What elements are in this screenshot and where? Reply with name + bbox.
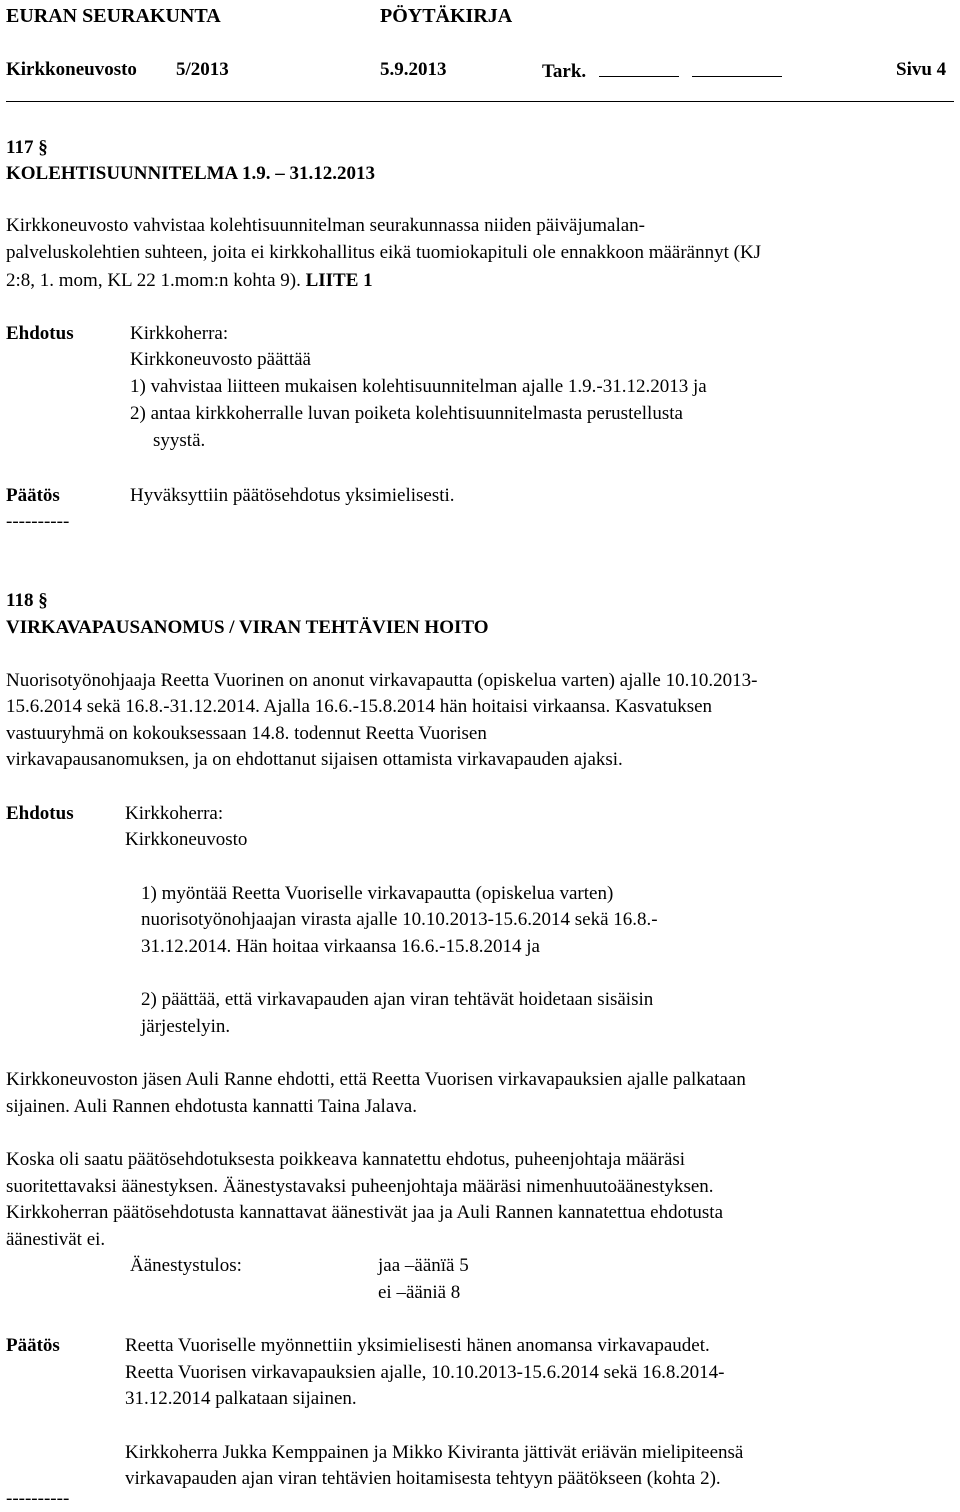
org-name: EURAN SEURAKUNTA: [6, 5, 221, 27]
decision-label: Päätös: [6, 1335, 60, 1356]
proposal-label: Ehdotus: [6, 323, 74, 344]
section-118-body-line: virkavapausanomuksen, ja on ehdottanut sijaisen ottamista virkavapauden ajaksi.: [6, 749, 623, 770]
proposal-line: Kirkkoneuvosto päättää: [130, 349, 311, 370]
proposal-item-cont: syystä.: [153, 430, 206, 451]
section-symbol-icon: §: [38, 590, 48, 611]
decision-label: Päätös: [6, 485, 60, 506]
vote-no: ei –ääniä 8: [378, 1282, 461, 1303]
section-117-title: KOLEHTISUUNNITELMA 1.9. – 31.12.2013: [6, 163, 375, 184]
proposal-line: Kirkkoneuvosto: [125, 829, 248, 850]
decision-line: Reetta Vuorisen virkavapauksien ajalle, 10.10.2013-15.6.2014 sekä 16.8.2014-: [125, 1362, 725, 1383]
section-117-body-line: palveluskolehtien suhteen, joita ei kirkkohallitus eikä tuomiokapituli ole ennakkoon määrännyt (KJ: [6, 242, 762, 263]
proposal-label: Ehdotus: [6, 803, 74, 824]
section-symbol-icon: §: [38, 137, 48, 158]
paragraph-line: äänestivät ei.: [6, 1229, 106, 1250]
section-118-body-line: 15.6.2014 sekä 16.8.-31.12.2014. Ajalla 16.6.-15.8.2014 hän hoitaisi virkaansa. Kasvatuksen: [6, 696, 713, 717]
dissent-line: virkavapauden ajan viran tehtävien hoitamisesta tehtyyn päätökseen (kohta 2).: [125, 1468, 721, 1489]
paragraph-line: Kirkkoherran päätösehdotusta kannattavat äänestivät jaa ja Auli Rannen kannatettua ehdotusta: [6, 1202, 723, 1223]
proposal-item: 2) antaa kirkkoherralle luvan poiketa kolehtisuunnitelmasta perustellusta: [130, 403, 683, 424]
header-divider: [6, 101, 954, 102]
decision-line: 31.12.2014 palkataan sijainen.: [125, 1388, 357, 1409]
proposal-item: järjestelyin.: [141, 1016, 231, 1037]
section-117-number: 117 §: [6, 137, 48, 158]
section-117-body-line: Kirkkoneuvosto vahvistaa kolehtisuunnitelman seurakunnassa niiden päiväjumalan-: [6, 215, 645, 236]
vote-result-label: Äänestystulos:: [130, 1255, 242, 1276]
section-118-body-line: vastuuryhmä on kokouksessaan 14.8. todennut Reetta Vuorisen: [6, 723, 487, 744]
proposal-item: 1) vahvistaa liitteen mukaisen kolehtisuunnitelman ajalle 1.9.-31.12.2013 ja: [130, 376, 707, 397]
proposal-item: nuorisotyönohjaajan virasta ajalle 10.10.2013-15.6.2014 sekä 16.8.-: [141, 909, 658, 930]
section-separator: ----------: [6, 511, 70, 532]
proposal-item: 2) päättää, että virkavapauden ajan viran tehtävät hoidetaan sisäisin: [141, 989, 654, 1010]
dissent-line: Kirkkoherra Jukka Kemppainen ja Mikko Kiviranta jättivät eriävän mielipiteensä: [125, 1442, 744, 1463]
page-number: Sivu 4: [896, 59, 947, 80]
meeting-number: 5/2013: [176, 59, 229, 80]
checker-blank-2: [692, 58, 782, 77]
meeting-date: 5.9.2013: [380, 59, 447, 80]
vote-yes: jaa –äänïä 5: [378, 1255, 469, 1276]
decision-line: Reetta Vuoriselle myönnettiin yksimielisesti hänen anomansa virkavapaudet.: [125, 1335, 710, 1356]
paragraph-line: Kirkkoneuvoston jäsen Auli Ranne ehdotti, että Reetta Vuorisen virkavapauksien ajalle palkataan: [6, 1069, 746, 1090]
section-118-body-line: Nuorisotyönohjaaja Reetta Vuorinen on anonut virkavapautta (opiskelua varten) ajalle 10.10.2013-: [6, 670, 758, 691]
meeting-name: Kirkkoneuvosto: [6, 59, 137, 80]
checker-blank-1: [599, 58, 679, 77]
proposal-item: 1) myöntää Reetta Vuoriselle virkavapautta (opiskelua varten): [141, 883, 614, 904]
section-117-body-line: 2:8, 1. mom, KL 22 1.mom:n kohta 9). LIITE 1: [6, 270, 373, 291]
checked-by-label: Tark.: [542, 58, 782, 84]
proposal-line: Kirkkoherra:: [130, 323, 229, 344]
paragraph-line: Koska oli saatu päätösehdotuksesta poikkeava kannatettu ehdotus, puheenjohtaja määräsi: [6, 1149, 686, 1170]
paragraph-line: suoritettavaksi äänestyksen. Äänestystavaksi puheenjohtaja määräsi nimenhuutoäänestyksen.: [6, 1176, 714, 1197]
paragraph-line: sijainen. Auli Rannen ehdotusta kannatti Taina Jalava.: [6, 1096, 417, 1117]
decision-text: Hyväksyttiin päätösehdotus yksimielisesti.: [130, 485, 455, 506]
proposal-item: 31.12.2014. Hän hoitaa virkaansa 16.6.-15.8.2014 ja: [141, 936, 540, 957]
doc-type: PÖYTÄKIRJA: [380, 5, 513, 27]
section-118-number: 118 §: [6, 590, 48, 611]
attachment-ref: LIITE 1: [305, 270, 373, 291]
proposal-line: Kirkkoherra:: [125, 803, 224, 824]
section-118-title: VIRKAVAPAUSANOMUS / VIRAN TEHTÄVIEN HOITO: [6, 617, 489, 638]
section-separator: ----------: [6, 1488, 70, 1509]
